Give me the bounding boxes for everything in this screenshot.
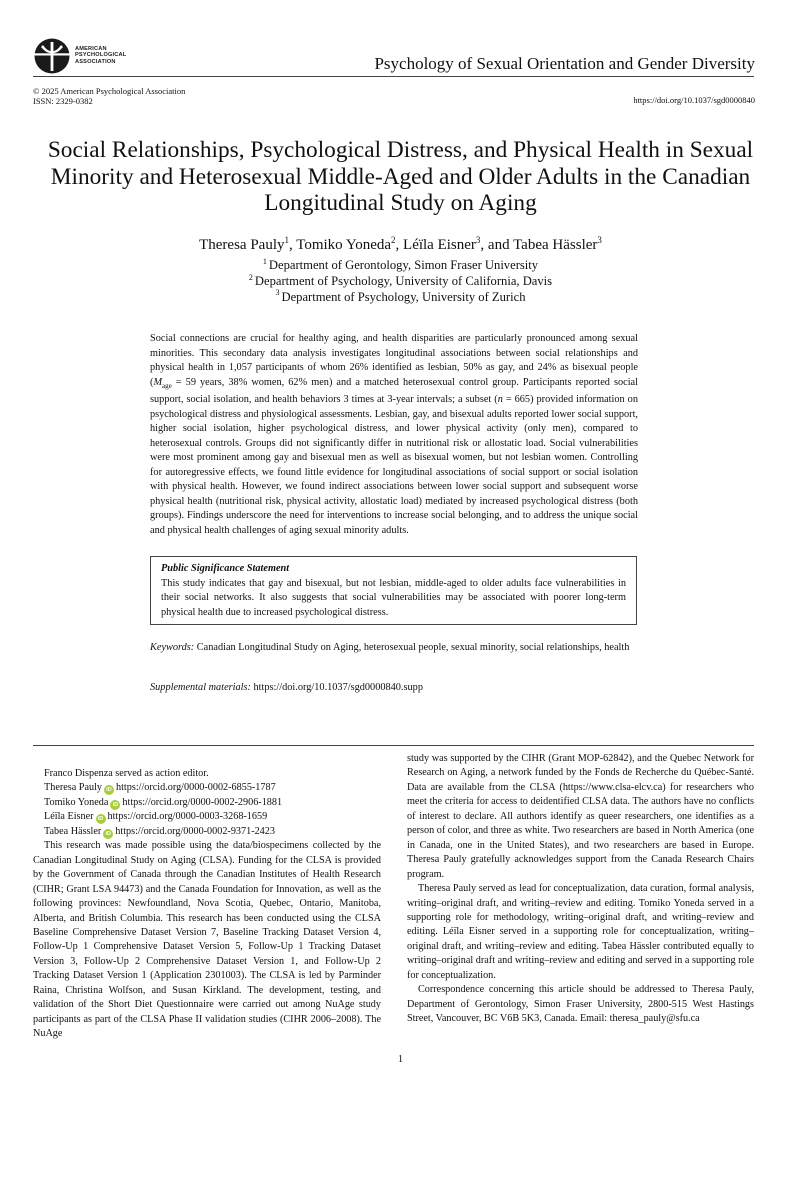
- publisher-wordmark: [75, 46, 126, 65]
- header-rule: [33, 76, 754, 77]
- journal-title: Psychology of Sexual Orientation and Gender Diversity: [374, 54, 755, 73]
- author-separator: ,: [395, 237, 404, 253]
- orcid-entry: [33, 781, 381, 795]
- affiliation-list: [100, 258, 701, 305]
- funding-note-continued: study was supported by the CIHR (Grant MOP-62842), and the Quebec Network for Research on Aging, a network funded by the Fonds de Recherche du Québec-Santé. Data are available from the CLSA (https://www.clsa-elcv.ca) for researchers who meet the criteria for access to deidentified CLSA data. The authors have no conflicts of interest to declare. All authors identify as queer researchers, one identifies as a person of color, and three as white. Two researchers are based in North America (one in Canada, one in the United States), and two researchers are based in Europe. Theresa Pauly gratefully acknowledges support from the Canada Research Chairs program.: [407, 753, 754, 880]
- title-line: Social Relationships, Psychological Distress, and Physical Health in Sexual: [47, 137, 754, 163]
- author-note-left: [33, 767, 381, 1042]
- orcid-author: Tabea Hässler: [44, 825, 102, 837]
- orcid-icon: iD: [104, 785, 114, 795]
- author-affil-mark: 2: [391, 235, 396, 245]
- author-name: Léïla Eisner: [403, 237, 476, 253]
- article-title: [30, 137, 771, 217]
- correspondence-note: Correspondence concerning this article should be addressed to Theresa Pauly, Department of Gerontology, Simon Fraser University, 2800-515 West Hastings Street, Vancouver, BC V6B 5K3, Canada. Email: theresa_pauly@sfu.ca: [407, 984, 754, 1025]
- author-name: Theresa Pauly: [199, 237, 285, 253]
- affiliation: [100, 290, 701, 306]
- affiliation-mark: 2: [248, 272, 253, 282]
- author-list: [100, 237, 701, 254]
- publisher-line: PSYCHOLOGICAL: [75, 52, 127, 59]
- author-name: Tabea Hässler: [513, 237, 598, 253]
- abstract-text: = 665) provided information on psychological distress and physiological assessments. Lesbian, gay, and bisexual adults reported lower social support, higher social isolation, higher psychological distress, and lower physical activity (only men), compared to heterosexual controls. Groups did not significantly differ in nutritional risk or allostatic load. Social vulnerabilities were most prominent among gay and bisexual men as well as bisexual women, but not lesbian women. Controlling for autoregressive effects, we found little evidence for longitudinal associations of social support or social isolation with physical health. However, we found indirect associations between lower social support and subsequent worse physical health (nutritional risk, physical activity, allostatic load) mediated by increased psychological distress (both groups). Findings underscore the need for interventions to increase social belonging, and to address the unique social and physical health challenges of aging sexual minority adults.: [150, 394, 638, 536]
- abstract-symbol: M: [153, 376, 163, 388]
- affiliation-mark: 3: [275, 288, 280, 298]
- orcid-icon: iD: [110, 800, 120, 810]
- orcid-link[interactable]: https://orcid.org/0000-0002-2906-1881: [122, 796, 283, 808]
- funding-note: This research was made possible using the data/biospecimens collected by the Canadian Longitudinal Study on Aging (CLSA). Funding for the CLSA is provided by the Government of Canada through the Canadian Institutes of Health Research (CIHR; Grant LSA 94473) and the Canada Foundation for Innovation, as well as the following provinces: Newfoundland, Nova Scotia, Quebec, Ontario, Manitoba, Alberta, and British Columbia. This research has been conducted using the CLSA Baseline Comprehensive Dataset Version 7, Baseline Tracking Dataset Version 4, Follow-Up 1 Comprehensive Dataset Version 5, Follow-Up 1 Tracking Dataset Version 3, Follow-Up 2 Comprehensive Dataset Version 1, and Follow-Up 2 Tracking Dataset Version 1 (Application 2301003). The CLSA is led by Parminder Raina, Christina Wolfson, and Susan Kirkland. The development, testing, and validation of the Short Diet Questionnaire were carried out among NuAge study participants as part of the CLSA Phase II validation studies (CIHR 2006–2008). The NuAge: [33, 840, 381, 1040]
- orcid-entry: [33, 825, 381, 839]
- contributions-note: Theresa Pauly served as lead for conceptualization, data curation, formal analysis, writing–original draft, and writing–review and editing. Tomiko Yoneda served in a supporting role for methodology, writing–original draft, and writing–review and editing. Léïla Eisner served in a supporting role for conceptualization, writing–original draft, and writing–review and editing. Tabea Hässler contributed equally to writing–original draft and writing–review and editing and served in a supporting role for conceptualization.: [407, 883, 754, 981]
- orcid-author: Tomiko Yoneda: [44, 796, 109, 808]
- abstract-text: Social connections are crucial for healthy aging, and health disparities are particularly pronounced among sexual minorities. This secondary data analysis investigates longitudinal associations between social relationships and physical health in 1,057 participants of whom 26% identified as lesbian, 50% as gay, and 24% as bisexual people (: [150, 333, 638, 388]
- affiliation-text: Department of Psychology, University of California, Davis: [254, 273, 553, 288]
- author-note-right: [407, 752, 754, 1027]
- publisher-line: AMERICAN: [75, 46, 107, 52]
- author-affil-mark: 1: [284, 235, 289, 245]
- title-line: Minority and Heterosexual Middle-Aged and Older Adults in the Canadian: [50, 163, 751, 190]
- affiliation: [100, 258, 701, 274]
- copyright: © 2025 American Psychological Association: [33, 86, 186, 96]
- keywords-label: Keywords:: [150, 642, 195, 653]
- public-significance-box: [150, 556, 637, 625]
- publisher-logo: [34, 38, 174, 74]
- abstract-text: = 59 years, 38% women, 62% men) and a matched heterosexual control group. Participants reported social support, social isolation, and health behaviors 3 times at 3-year intervals; a subset (: [150, 376, 638, 406]
- author-affil-mark: 3: [597, 235, 602, 245]
- orcid-icon: iD: [103, 829, 113, 839]
- apa-logo-icon: [34, 38, 70, 74]
- orcid-icon: iD: [96, 814, 106, 824]
- abstract-subscript: age: [162, 381, 172, 390]
- orcid-author: Theresa Pauly: [44, 782, 102, 794]
- keywords-text: Canadian Longitudinal Study on Aging, heterosexual people, sexual minority, social relationships, health: [194, 642, 630, 653]
- action-editor-note: Franco Dispenza served as action editor.: [44, 768, 209, 779]
- affiliation-text: Department of Gerontology, Simon Fraser University: [268, 258, 539, 272]
- orcid-entry: [33, 810, 381, 824]
- orcid-entry: [33, 796, 381, 810]
- supplemental-materials: [150, 682, 638, 693]
- issn: ISSN: 2329-0382: [33, 95, 93, 106]
- author-separator: ,: [289, 237, 297, 253]
- significance-text: This study indicates that gay and bisexual, but not lesbian, middle-aged to older adults face vulnerabilities in their social networks. It also suggests that social vulnerabilities may be associated with poorer long-term physical health due to increased psychological distress.: [161, 577, 626, 618]
- supplemental-link[interactable]: https://doi.org/10.1037/sgd0000840.supp: [250, 682, 423, 693]
- copyright-info: [33, 87, 185, 106]
- publisher-line: ASSOCIATION: [75, 58, 116, 65]
- affiliation-text: Department of Psychology, University of Zurich: [281, 289, 526, 304]
- author-affil-mark: 3: [475, 235, 481, 245]
- keywords: [150, 641, 638, 656]
- footnote-rule: [33, 745, 754, 746]
- article-doi[interactable]: https://doi.org/10.1037/sgd0000840: [633, 95, 755, 105]
- supplemental-label: Supplemental materials:: [150, 682, 251, 693]
- author-name: Tomiko Yoneda: [296, 237, 392, 253]
- page-number: 1: [397, 1054, 404, 1065]
- title-line: Longitudinal Study on Aging: [264, 190, 537, 216]
- significance-title: Public Significance Statement: [161, 563, 290, 574]
- orcid-link[interactable]: https://orcid.org/0000-0002-9371-2423: [115, 825, 275, 837]
- abstract-symbol: n: [497, 394, 503, 406]
- orcid-link[interactable]: https://orcid.org/0000-0003-3268-1659: [107, 811, 268, 823]
- affiliation-mark: 1: [262, 256, 267, 266]
- affiliation: [100, 274, 701, 290]
- abstract: [150, 332, 638, 538]
- author-separator: , and: [480, 237, 514, 253]
- orcid-link[interactable]: https://orcid.org/0000-0002-6855-1787: [116, 782, 276, 794]
- orcid-author: Léïla Eisner: [44, 811, 94, 823]
